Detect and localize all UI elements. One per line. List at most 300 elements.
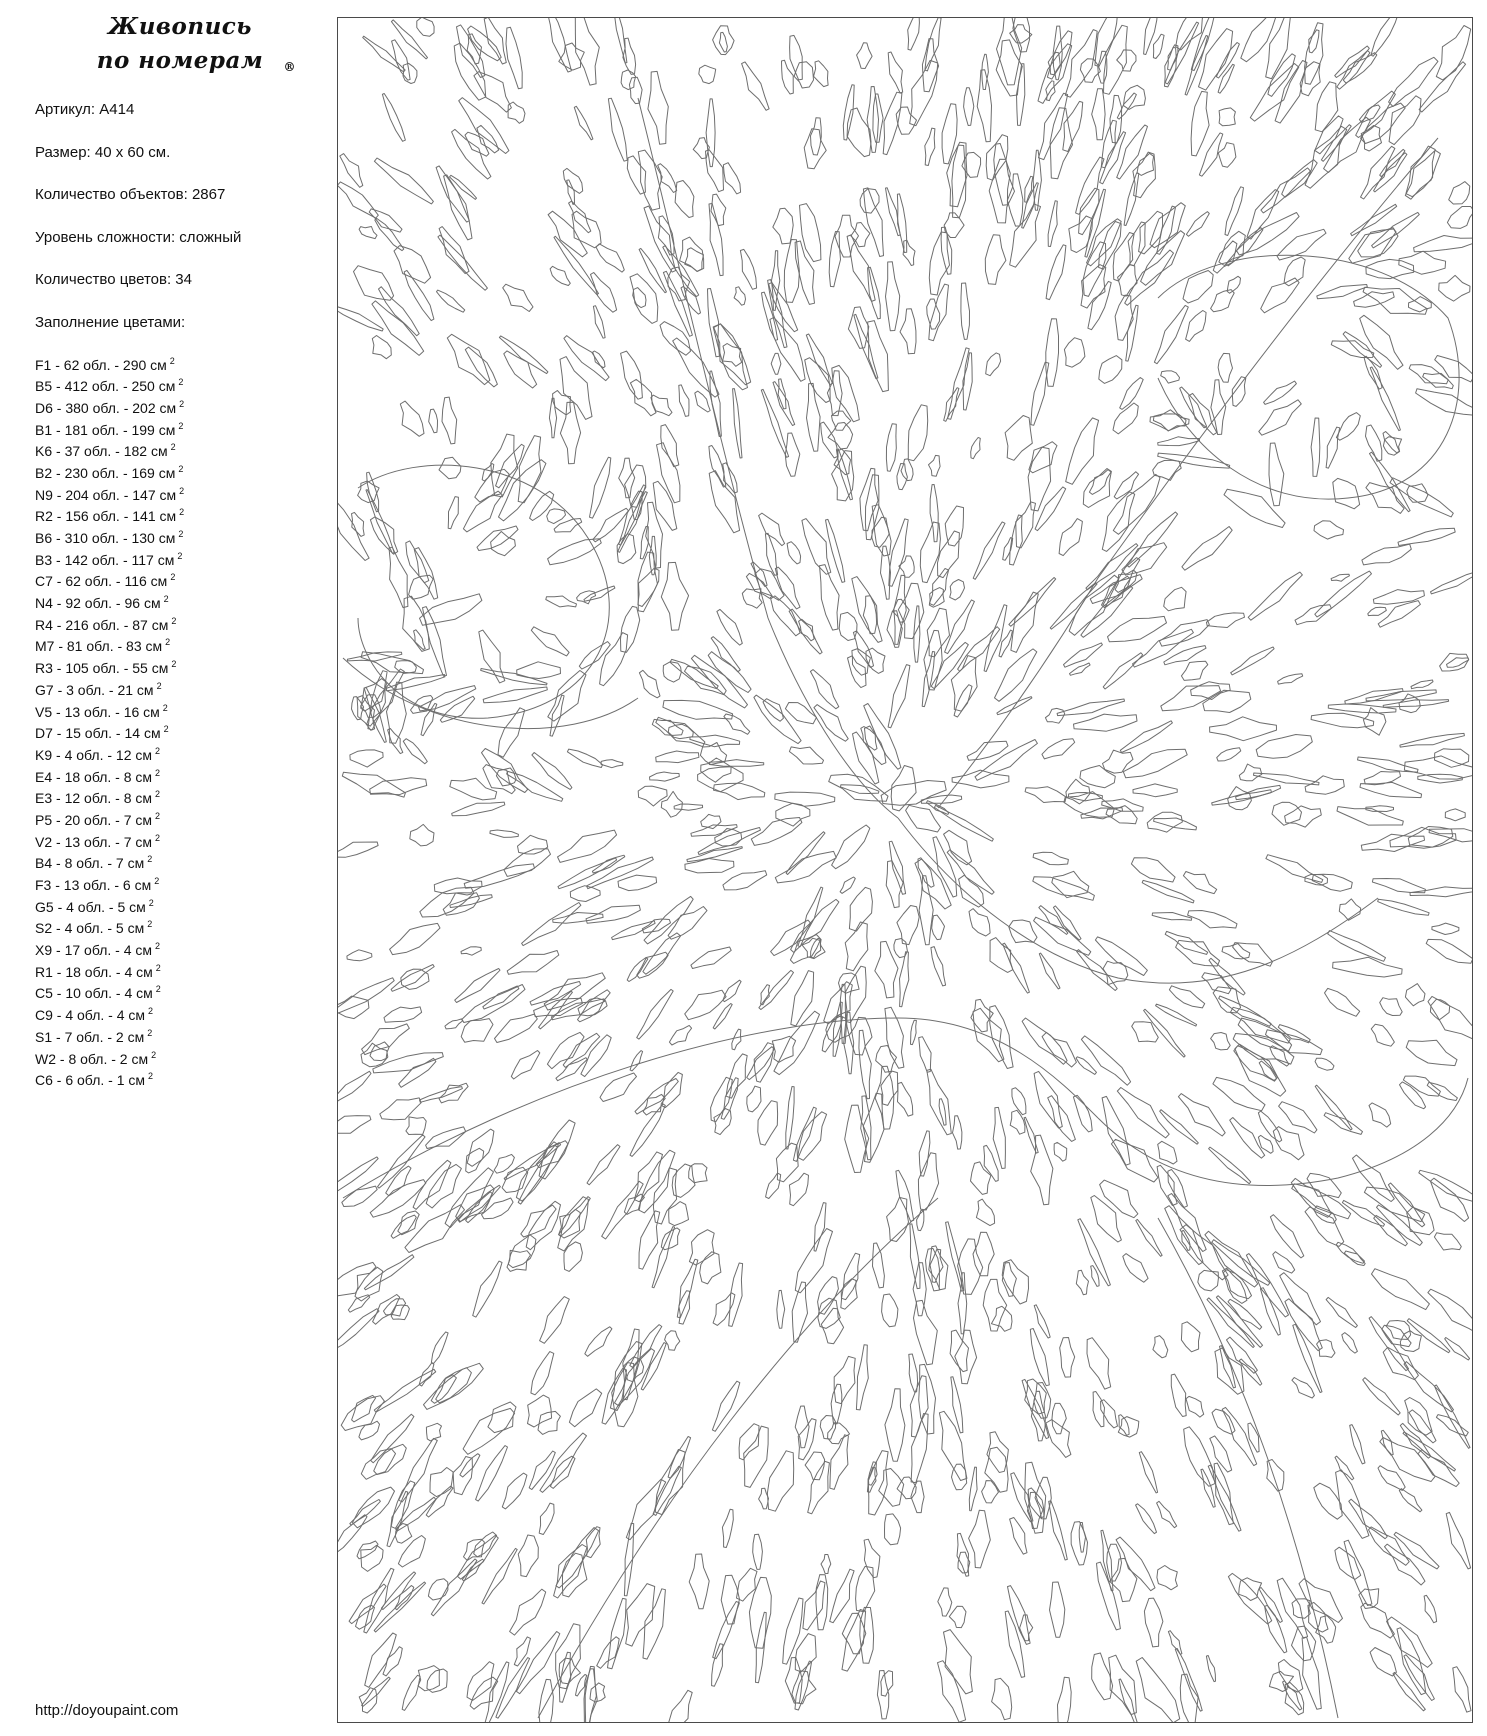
- paint-region-outline: [1354, 292, 1395, 308]
- paint-region-outline: [1133, 784, 1177, 797]
- color-fill-item: [35, 351, 241, 373]
- paint-region-outline: [547, 1032, 584, 1068]
- color-fill-text: N9 - 204 обл. - 147 см: [35, 486, 177, 503]
- paint-region-outline: [445, 1019, 463, 1029]
- paint-region-outline: [1326, 427, 1340, 468]
- paint-region-outline: [540, 1433, 587, 1492]
- color-fill-text: V5 - 13 обл. - 16 см: [35, 703, 160, 720]
- paint-region-outline: [984, 605, 1007, 672]
- paint-region-outline: [843, 85, 854, 140]
- paint-region-outline: [1060, 1338, 1075, 1378]
- paint-region-outline: [807, 383, 821, 451]
- paint-region-outline: [759, 970, 794, 1009]
- paint-region-outline: [908, 405, 927, 461]
- paint-region-outline: [1266, 855, 1323, 883]
- paint-region-outline: [925, 128, 935, 165]
- paint-region-outline: [990, 938, 1013, 973]
- paint-region-outline: [973, 522, 1005, 579]
- paint-region-outline: [1399, 1489, 1422, 1512]
- paint-region-outline: [761, 389, 788, 457]
- paint-region-outline: [1445, 1338, 1470, 1361]
- paint-region-outline: [952, 145, 966, 218]
- paint-region-outline: [942, 104, 957, 164]
- paint-region-outline: [889, 841, 905, 894]
- paint-region-outline: [427, 1669, 447, 1692]
- paint-region-outline: [1382, 1325, 1411, 1346]
- paint-region-outline: [437, 290, 465, 312]
- paint-region-outline: [1191, 91, 1209, 155]
- color-fill-item: [35, 784, 241, 806]
- paint-region-outline: [1080, 766, 1115, 788]
- paint-region-outline: [1381, 1430, 1393, 1455]
- paint-region-outline: [1125, 250, 1174, 305]
- color-fill-item: [35, 437, 241, 459]
- color-fill-item: [35, 806, 241, 828]
- paint-region-outline: [429, 409, 438, 433]
- paint-region-outline: [1113, 474, 1160, 534]
- area-unit-superscript: 2: [155, 984, 161, 995]
- paint-region-outline: [638, 786, 667, 806]
- paint-region-outline: [354, 266, 394, 301]
- color-fill-text: P5 - 20 обл. - 7 см: [35, 811, 153, 828]
- paint-region-outline: [957, 1533, 969, 1576]
- paint-region-outline: [1181, 661, 1207, 680]
- area-unit-superscript: 2: [156, 680, 162, 691]
- paint-region-outline: [448, 497, 458, 529]
- area-unit-superscript: 2: [155, 962, 161, 973]
- paint-region-outline: [982, 1481, 999, 1503]
- paint-region-outline: [1081, 1036, 1130, 1085]
- paint-region-outline: [896, 1170, 914, 1221]
- paint-region-outline: [1261, 168, 1311, 213]
- paint-region-outline: [938, 1661, 966, 1722]
- contour-sweep: [1158, 1218, 1338, 1718]
- difficulty-level: Уровень сложности: сложный: [35, 228, 242, 246]
- paint-region-outline: [1131, 858, 1175, 882]
- color-fill-item: [35, 698, 241, 720]
- paint-region-outline: [650, 772, 680, 781]
- paint-region-outline: [639, 1211, 660, 1269]
- paint-region-outline: [950, 580, 965, 601]
- area-unit-superscript: 2: [147, 919, 153, 930]
- paint-region-outline: [1206, 1656, 1215, 1682]
- paint-region-outline: [949, 1606, 966, 1627]
- color-fill-item: [35, 1045, 241, 1067]
- paint-region-outline: [1215, 1348, 1244, 1394]
- paint-region-outline: [1266, 18, 1291, 79]
- paint-region-outline: [431, 1375, 456, 1404]
- paint-region-outline: [773, 208, 793, 244]
- paint-region-outline: [353, 1487, 395, 1528]
- paint-region-outline: [877, 1671, 888, 1719]
- paint-region-outline: [638, 1150, 675, 1213]
- paint-region-outline: [374, 1369, 435, 1412]
- paint-region-outline: [983, 1279, 1007, 1331]
- area-unit-superscript: 2: [154, 876, 160, 886]
- paint-region-outline: [559, 43, 585, 70]
- paint-region-outline: [361, 652, 423, 674]
- paint-region-outline: [558, 830, 617, 862]
- paint-region-outline: [1315, 82, 1338, 132]
- paint-region-outline: [1147, 812, 1182, 832]
- paint-region-outline: [1123, 749, 1187, 778]
- paint-region-outline: [516, 1632, 559, 1694]
- area-unit-superscript: 2: [155, 767, 161, 778]
- paint-region-outline: [630, 379, 656, 415]
- paint-region-outline: [783, 1598, 803, 1664]
- color-fill-text: R4 - 216 обл. - 87 см: [35, 616, 169, 633]
- color-fill-text: S2 - 4 обл. - 5 см: [35, 920, 145, 937]
- color-fill-item: [35, 719, 241, 741]
- paint-region-outline: [359, 1688, 377, 1713]
- paint-region-outline: [810, 670, 838, 709]
- paint-region-outline: [539, 991, 573, 1029]
- paint-region-outline: [653, 481, 677, 530]
- paint-region-outline: [507, 951, 559, 975]
- paint-region-outline: [1160, 1110, 1199, 1145]
- paint-region-outline: [1389, 96, 1421, 145]
- paint-region-outline: [1248, 1423, 1259, 1452]
- paint-region-outline: [1370, 367, 1400, 431]
- paint-region-outline: [574, 106, 593, 140]
- paint-region-outline: [919, 876, 933, 945]
- paint-region-outline: [747, 1086, 761, 1112]
- paint-region-outline: [804, 129, 826, 169]
- color-fill-item: [35, 1023, 241, 1045]
- paint-region-outline: [1064, 643, 1103, 667]
- paint-region-outline: [450, 778, 497, 800]
- paint-region-outline: [567, 180, 575, 205]
- paint-region-outline: [712, 1381, 739, 1431]
- paint-region-outline: [1372, 1269, 1430, 1310]
- paint-region-outline: [1031, 1135, 1053, 1205]
- paint-region-outline: [1277, 1578, 1307, 1638]
- paint-region-outline: [961, 283, 970, 339]
- paint-region-outline: [1046, 245, 1066, 300]
- paint-region-outline: [882, 1294, 898, 1327]
- paint-region-outline: [1092, 89, 1105, 140]
- paint-region-outline: [495, 1014, 538, 1042]
- registered-mark: ®: [283, 60, 296, 74]
- paint-region-outline: [1315, 571, 1372, 617]
- paint-region-outline: [431, 1559, 477, 1616]
- paint-region-outline: [1258, 1135, 1273, 1153]
- color-fill-text: G7 - 3 обл. - 21 см: [35, 681, 154, 698]
- paint-region-outline: [1210, 1436, 1232, 1472]
- paint-region-outline: [951, 1377, 963, 1433]
- paint-region-outline: [361, 1449, 395, 1480]
- paint-region-outline: [814, 1203, 826, 1252]
- paint-region-outline: [338, 1309, 379, 1353]
- paint-region-outline: [1351, 204, 1397, 235]
- paint-region-outline: [498, 708, 525, 757]
- paint-region-outline: [1299, 1579, 1343, 1623]
- paint-region-outline: [739, 1424, 759, 1460]
- paint-region-outline: [1009, 578, 1056, 627]
- paint-region-outline: [685, 248, 704, 271]
- color-fill-text: M7 - 81 обл. - 83 см: [35, 638, 163, 655]
- paint-region-outline: [863, 188, 883, 257]
- paint-region-outline: [713, 1602, 740, 1659]
- paint-region-outline: [860, 1607, 874, 1663]
- paint-region-outline: [1325, 988, 1360, 1016]
- paint-region-outline: [911, 1020, 917, 1044]
- line-art-sketch: [338, 18, 1472, 1722]
- paint-region-outline: [577, 591, 596, 604]
- paint-region-outline: [1324, 1113, 1362, 1135]
- paint-region-outline: [1218, 143, 1236, 168]
- paint-region-outline: [414, 630, 426, 650]
- paint-region-outline: [1254, 773, 1320, 785]
- color-fill-text: F3 - 13 обл. - 6 см: [35, 877, 152, 893]
- paint-region-outline: [990, 1006, 1013, 1069]
- paint-region-outline: [789, 1173, 808, 1206]
- paint-region-outline: [1102, 576, 1131, 607]
- paint-region-outline: [1429, 829, 1472, 842]
- paint-region-outline: [864, 704, 901, 770]
- paint-region-outline: [1273, 1127, 1304, 1160]
- paint-region-outline: [1247, 190, 1279, 240]
- paint-region-outline: [782, 60, 794, 94]
- paint-region-outline: [1184, 1427, 1215, 1487]
- paint-region-outline: [1317, 285, 1368, 299]
- paint-region-outline: [1430, 1178, 1468, 1221]
- paint-region-outline: [848, 307, 868, 349]
- contour-sweep: [898, 818, 1378, 983]
- paint-region-outline: [969, 1510, 991, 1568]
- paint-region-outline: [1228, 1573, 1271, 1624]
- paint-region-outline: [868, 321, 889, 392]
- paint-region-outline: [621, 606, 640, 652]
- color-fill-item: [35, 394, 241, 416]
- area-unit-superscript: 2: [147, 854, 153, 865]
- paint-region-outline: [630, 1051, 643, 1071]
- paint-region-outline: [601, 760, 623, 768]
- paint-region-outline: [1368, 607, 1387, 615]
- paint-region-outline: [964, 88, 974, 126]
- paint-region-outline: [662, 1072, 682, 1107]
- paint-region-outline: [711, 194, 726, 226]
- color-fill-text: B4 - 8 обл. - 7 см: [35, 855, 145, 872]
- canvas-size: Размер: 40 x 60 см.: [35, 143, 171, 161]
- paint-region-outline: [643, 1589, 665, 1659]
- paint-region-outline: [1212, 790, 1272, 805]
- paint-region-outline: [590, 1683, 605, 1702]
- paint-region-outline: [832, 411, 851, 430]
- paint-region-outline: [722, 1509, 733, 1547]
- paint-region-outline: [1419, 62, 1466, 112]
- paint-region-outline: [1285, 806, 1322, 827]
- paint-region-outline: [1054, 1142, 1067, 1161]
- paint-region-outline: [993, 1107, 1005, 1168]
- color-fill-item: [35, 481, 241, 503]
- paint-region-outline: [784, 240, 799, 303]
- paint-region-outline: [1144, 18, 1158, 55]
- paint-region-outline: [861, 727, 877, 751]
- paint-region-outline: [1108, 616, 1167, 641]
- paint-region-outline: [1362, 544, 1411, 565]
- paint-region-outline: [885, 1389, 905, 1461]
- paint-region-outline: [1326, 1297, 1357, 1327]
- paint-region-outline: [816, 1575, 828, 1630]
- paint-region-outline: [689, 1230, 714, 1265]
- paint-region-outline: [1133, 629, 1194, 667]
- paint-region-outline: [652, 1227, 675, 1288]
- paint-region-outline: [856, 1345, 868, 1410]
- paint-region-outline: [947, 850, 994, 895]
- paint-region-outline: [1120, 721, 1172, 753]
- paint-region-outline: [1407, 1319, 1450, 1353]
- paint-region-outline: [635, 1079, 678, 1115]
- color-fill-text: G5 - 4 обл. - 5 см: [35, 898, 146, 915]
- paint-region-outline: [567, 749, 602, 767]
- paint-region-outline: [1033, 852, 1068, 865]
- paint-region-outline: [1339, 899, 1360, 920]
- paint-region-outline: [502, 1473, 527, 1509]
- paint-region-outline: [1219, 231, 1245, 265]
- color-fill-text: V2 - 13 обл. - 7 см: [35, 833, 153, 850]
- area-unit-superscript: 2: [151, 1049, 157, 1060]
- color-fill-item: [35, 459, 241, 481]
- paint-region-outline: [1093, 1392, 1105, 1427]
- paint-region-outline: [830, 1569, 854, 1623]
- paint-region-outline: [564, 1242, 582, 1272]
- color-fill-item: [35, 958, 241, 980]
- paint-region-outline: [841, 1279, 857, 1309]
- paint-region-outline: [1445, 809, 1465, 821]
- paint-region-outline: [1153, 1336, 1168, 1358]
- paint-region-outline: [570, 886, 600, 902]
- paint-region-outline: [774, 1011, 820, 1074]
- paint-region-outline: [1181, 1322, 1200, 1352]
- color-fill-text: D6 - 380 обл. - 202 см: [35, 399, 177, 416]
- paint-region-outline: [539, 1503, 554, 1534]
- paint-region-outline: [896, 107, 916, 134]
- paint-region-outline: [1033, 877, 1095, 901]
- paint-region-outline: [522, 903, 581, 946]
- area-unit-superscript: 2: [171, 659, 177, 670]
- paint-region-outline: [1305, 126, 1347, 188]
- paint-region-outline: [953, 1116, 962, 1149]
- paint-region-outline: [872, 505, 891, 556]
- paint-region-outline: [742, 589, 762, 608]
- paint-region-outline: [1046, 1420, 1071, 1458]
- paint-region-outline: [1169, 986, 1204, 1008]
- paint-region-outline: [1369, 1317, 1408, 1371]
- paint-region-outline: [630, 1325, 662, 1368]
- paint-region-outline: [531, 1352, 554, 1395]
- paint-region-outline: [1180, 1674, 1198, 1722]
- color-fill-item: [35, 893, 241, 915]
- paint-region-outline: [1217, 748, 1241, 761]
- paint-region-outline: [436, 166, 469, 222]
- paint-region-outline: [474, 1532, 497, 1557]
- paint-region-outline: [820, 565, 840, 631]
- paint-region-outline: [951, 656, 977, 712]
- paint-region-outline: [1369, 1103, 1391, 1127]
- paint-region-outline: [1157, 1566, 1178, 1590]
- paint-region-outline: [1092, 1653, 1113, 1700]
- paint-region-outline: [866, 648, 885, 673]
- paint-region-outline: [1136, 1658, 1180, 1723]
- paint-region-outline: [1434, 1233, 1461, 1250]
- paint-region-outline: [1180, 387, 1207, 428]
- paint-region-outline: [504, 849, 551, 877]
- color-fill-item: [35, 567, 241, 589]
- website-url[interactable]: http://doyoupaint.com: [35, 1702, 179, 1719]
- paint-region-outline: [1111, 1139, 1158, 1182]
- paint-region-outline: [1050, 1582, 1065, 1637]
- paint-region-outline: [900, 309, 916, 354]
- paint-region-outline: [938, 1588, 952, 1616]
- paint-region-outline: [639, 670, 660, 698]
- paint-region-outline: [1378, 899, 1429, 915]
- paint-region-outline: [1117, 93, 1136, 119]
- color-fill-text: W2 - 8 обл. - 2 см: [35, 1050, 149, 1067]
- paint-region-outline: [338, 1071, 371, 1107]
- paint-region-outline: [1003, 943, 1030, 993]
- paint-region-outline: [1077, 950, 1118, 991]
- paint-region-outline: [1449, 182, 1470, 204]
- paint-region-outline: [1144, 1598, 1163, 1647]
- info-sidebar: [0, 0, 336, 1736]
- paint-region-outline: [340, 154, 363, 188]
- area-unit-superscript: 2: [162, 702, 168, 713]
- paint-region-outline: [1315, 1058, 1334, 1070]
- paint-region-outline: [1010, 1518, 1027, 1555]
- paint-region-outline: [510, 1589, 546, 1635]
- paint-region-outline: [1428, 996, 1472, 1040]
- paint-region-outline: [1103, 653, 1143, 689]
- color-fill-text: B6 - 310 обл. - 130 см: [35, 530, 176, 546]
- paint-region-outline: [539, 1679, 554, 1722]
- color-fill-item: [35, 914, 241, 936]
- color-fill-item: [35, 416, 241, 438]
- paint-region-outline: [899, 556, 914, 577]
- color-fill-text: K9 - 4 обл. - 12 см: [35, 746, 153, 763]
- paint-region-outline: [503, 284, 533, 311]
- paint-region-outline: [1435, 1385, 1471, 1448]
- paint-region-outline: [754, 1043, 774, 1083]
- area-unit-superscript: 2: [179, 398, 185, 409]
- paint-region-outline: [494, 1154, 514, 1173]
- paint-region-outline: [831, 1384, 842, 1424]
- paint-region-outline: [590, 457, 611, 518]
- paint-region-outline: [391, 20, 427, 59]
- paint-region-outline: [1227, 276, 1240, 293]
- paint-region-outline: [744, 1426, 769, 1487]
- paint-region-outline: [1431, 571, 1473, 594]
- color-fill-text: C6 - 6 обл. - 1 см: [35, 1072, 145, 1089]
- paint-region-outline: [883, 92, 902, 154]
- paint-region-outline: [1366, 483, 1404, 514]
- paint-region-outline: [483, 986, 519, 1009]
- area-unit-superscript: 2: [155, 810, 161, 821]
- paint-region-outline: [473, 1261, 502, 1317]
- paint-region-outline: [1078, 1219, 1111, 1286]
- paint-region-outline: [723, 871, 767, 890]
- paint-region-outline: [546, 596, 577, 607]
- paint-region-outline: [403, 63, 417, 83]
- paint-region-outline: [665, 1331, 680, 1351]
- paint-region-outline: [1115, 295, 1133, 340]
- paint-region-outline: [1369, 1527, 1410, 1565]
- paint-region-outline: [1168, 1631, 1182, 1655]
- paint-region-outline: [829, 232, 840, 287]
- area-unit-superscript: 2: [148, 1006, 154, 1017]
- paint-region-outline: [1342, 1200, 1384, 1226]
- paint-region-outline: [369, 209, 402, 232]
